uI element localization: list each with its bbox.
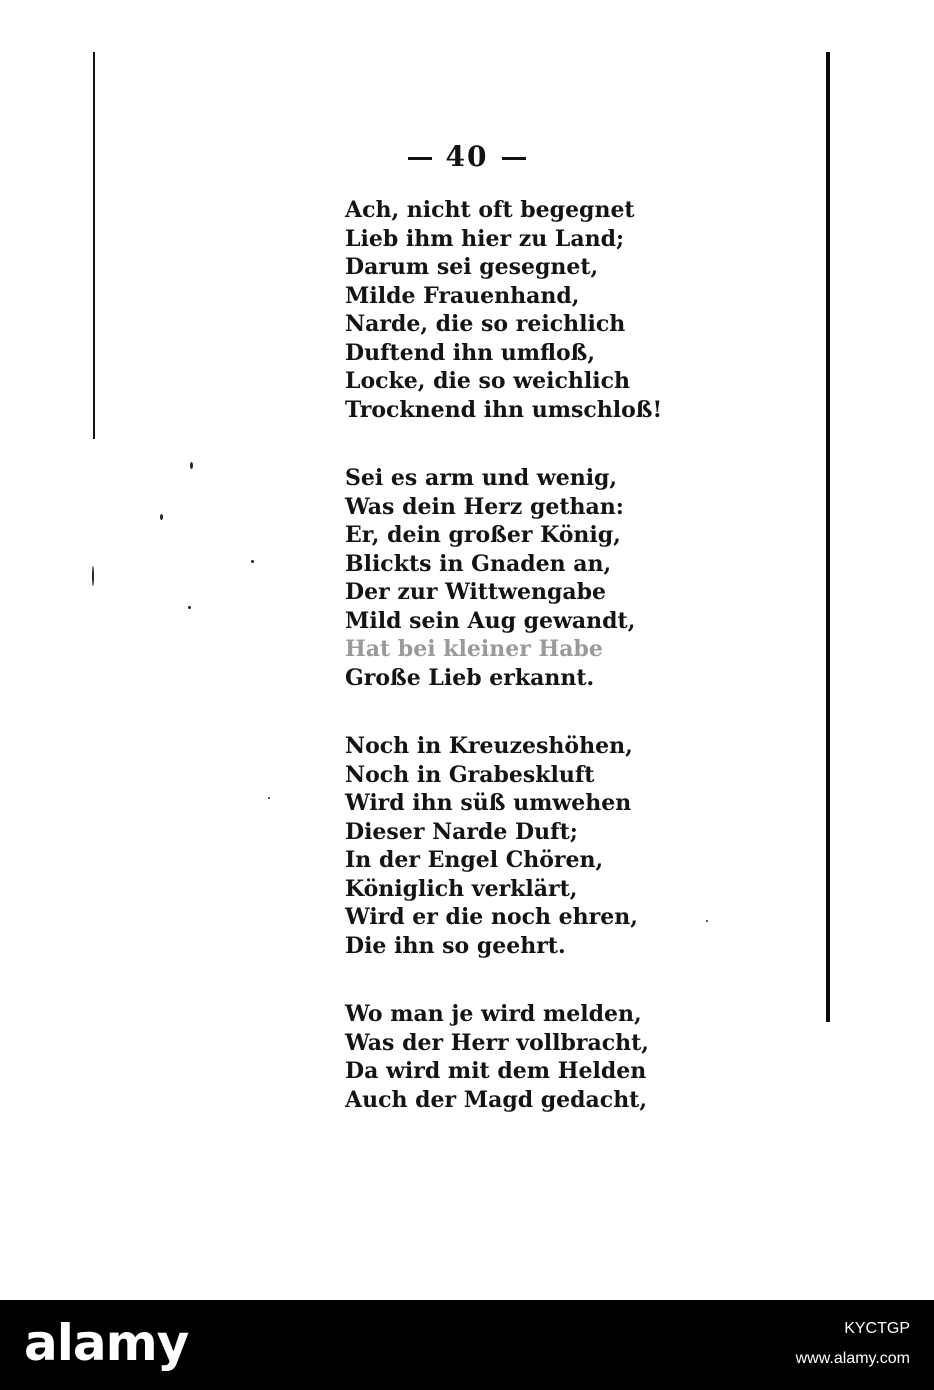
- poem-line: Die ihn so geehrt.: [345, 932, 566, 959]
- poem: [345, 196, 663, 1154]
- poem-line: Mild sein Aug gewandt,: [345, 607, 636, 634]
- dash-right: [502, 157, 526, 160]
- scan-speck: [188, 606, 191, 609]
- poem-line: Königlich verklärt,: [345, 875, 578, 902]
- stanza-3: [345, 732, 638, 960]
- page-number: [0, 140, 934, 173]
- poem-line: Was dein Herz gethan:: [345, 493, 624, 520]
- poem-line: Was der Herr vollbracht,: [345, 1029, 649, 1056]
- poem-line: Sei es arm und wenig,: [345, 465, 618, 491]
- stanza-2: [345, 464, 635, 692]
- poem-line: Noch in Kreuzeshöhen,: [345, 733, 633, 759]
- poem-line: In der Engel Chören,: [345, 847, 604, 873]
- dash-left: [408, 157, 432, 160]
- poem-line: Trocknend ihn umschloß!: [345, 396, 663, 423]
- poem-line: Da wird mit dem Helden: [345, 1058, 647, 1084]
- poem-line: Wird ihn süß umwehen: [345, 790, 632, 816]
- poem-line: Locke, die so weichlich: [345, 368, 631, 394]
- scan-speck: [706, 920, 708, 922]
- image-id: KYCTGP: [844, 1320, 910, 1337]
- scan-speck: [92, 566, 94, 586]
- poem-line: Der zur Wittwengabe: [345, 579, 607, 605]
- site-url: www.alamy.com: [795, 1350, 910, 1367]
- page-number-value: 40: [445, 140, 489, 173]
- poem-line: Wo man je wird melden,: [345, 1001, 642, 1027]
- left-margin-rule: [93, 52, 95, 439]
- scan-speck: [251, 560, 254, 563]
- watermark-footer: [0, 1300, 934, 1390]
- right-margin-rule: [826, 52, 830, 1022]
- poem-line: Milde Frauenhand,: [345, 282, 580, 309]
- poem-line: Große Lieb erkannt.: [345, 664, 595, 691]
- poem-line: Narde, die so reichlich: [345, 311, 626, 337]
- alamy-logo: alamy: [24, 1314, 189, 1372]
- scan-speck: [268, 797, 270, 799]
- poem-line: Duftend ihn umfloß,: [345, 339, 596, 366]
- stanza-1: [345, 196, 663, 424]
- poem-line: Blickts in Gnaden an,: [345, 550, 612, 577]
- poem-line: Ach, nicht oft begegnet: [345, 197, 635, 223]
- scan-speck: [190, 462, 193, 469]
- poem-line: Er, dein großer König,: [345, 522, 621, 548]
- poem-line: Lieb ihm hier zu Land;: [345, 225, 625, 252]
- poem-line: Hat bei kleiner Habe: [345, 636, 603, 662]
- poem-line: Wird er die noch ehren,: [345, 904, 638, 930]
- scan-speck: [160, 514, 163, 520]
- stanza-4: [345, 1000, 649, 1114]
- poem-line: Noch in Grabeskluft: [345, 761, 595, 788]
- poem-line: Dieser Narde Duft;: [345, 818, 578, 845]
- poem-line: Auch der Magd gedacht,: [345, 1086, 648, 1113]
- poem-line: Darum sei gesegnet,: [345, 254, 599, 280]
